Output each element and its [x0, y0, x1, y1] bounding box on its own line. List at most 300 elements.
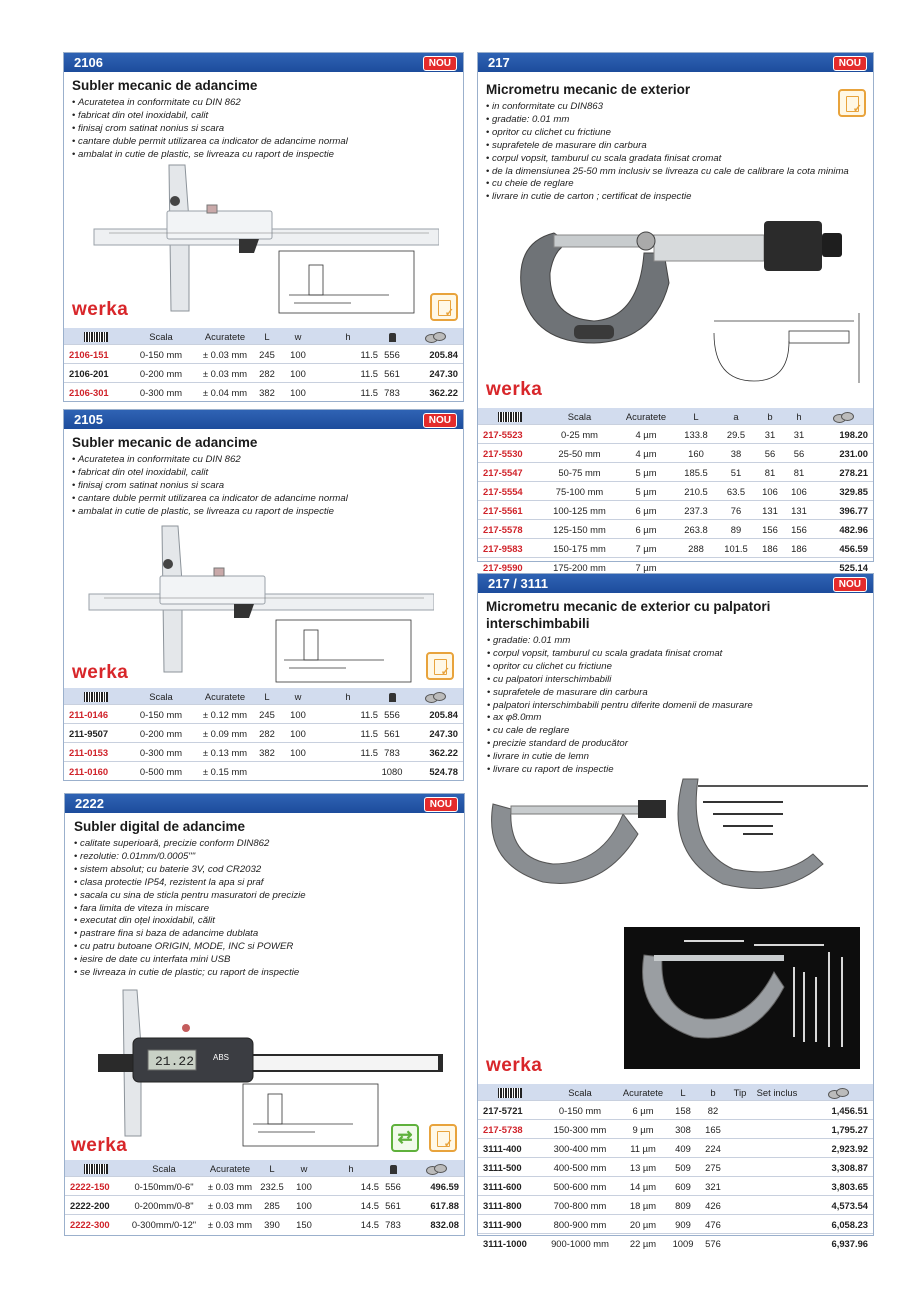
table-row[interactable]: [64, 724, 463, 743]
cell-scala: 0-300 mm: [128, 743, 194, 762]
product-code[interactable]: 3111-600: [478, 1177, 542, 1196]
product-title: Subler digital de adancime: [74, 819, 246, 834]
cell-acuratete: 4 µm: [617, 425, 675, 444]
cell-tip: [728, 1196, 752, 1215]
cell-scala: 500-600 mm: [542, 1177, 618, 1196]
table-row[interactable]: [64, 345, 463, 364]
col-acuratete: Acuratete: [618, 1084, 668, 1101]
cell-w: 100: [285, 1196, 323, 1215]
cell-acuratete: ± 0.09 mm: [194, 724, 256, 743]
product-code[interactable]: 217-5721: [478, 1101, 542, 1120]
cell-scala: 0-200mm/0-8": [127, 1196, 201, 1215]
cell-weight: 561: [378, 724, 406, 743]
cell-price: 482.96: [813, 520, 873, 539]
product-code[interactable]: 217-5523: [478, 425, 542, 444]
cell-acuratete: ± 0.03 mm: [194, 364, 256, 383]
cell-h: 14.5: [323, 1215, 379, 1234]
certificate-icon: [429, 1124, 457, 1152]
cell-acuratete: 6 µm: [617, 520, 675, 539]
cell-a: 101.5: [717, 539, 755, 558]
cell-weight: 561: [379, 1196, 407, 1215]
cell-scala: 300-400 mm: [542, 1139, 618, 1158]
cell-tip: [728, 1139, 752, 1158]
table-row[interactable]: [478, 520, 873, 539]
certificate-icon: [430, 293, 458, 321]
depth-gauge-image: [89, 161, 439, 331]
feature-list: [478, 635, 873, 777]
table-row[interactable]: [65, 1177, 464, 1196]
cell-l: 308: [668, 1120, 698, 1139]
new-badge: NOU: [423, 56, 457, 71]
col-h: h: [785, 408, 813, 425]
feature-item: • rezolutie: 0.01mm/0.0005"": [74, 851, 464, 864]
cell-l: 382: [256, 743, 278, 762]
cell-h: 11.5: [318, 743, 378, 762]
cell-l: 245: [256, 705, 278, 724]
cell-w: 100: [278, 724, 318, 743]
cell-b: 224: [698, 1139, 728, 1158]
table-row[interactable]: [64, 743, 463, 762]
cell-acuratete: ± 0.03 mm: [201, 1196, 259, 1215]
cell-scala: 0-25 mm: [542, 425, 617, 444]
cell-price: 2,923.92: [802, 1139, 873, 1158]
col-b: b: [698, 1084, 728, 1101]
cell-a: 63.5: [717, 482, 755, 501]
feature-item: • Acuratetea in conformitate cu DIN 862: [72, 454, 463, 467]
table-row[interactable]: [478, 1101, 873, 1120]
table-row[interactable]: [65, 1215, 464, 1234]
table-row[interactable]: [478, 1177, 873, 1196]
new-badge: NOU: [833, 56, 867, 71]
col-acuratete: Acuratete: [194, 328, 256, 345]
cell-l: 288: [675, 539, 717, 558]
table-row[interactable]: [478, 1158, 873, 1177]
barcode-icon: [84, 692, 108, 702]
feature-item: • gradatie: 0.01 mm: [486, 114, 873, 127]
barcode-icon: [84, 1164, 108, 1174]
col-h: h: [318, 688, 378, 705]
feature-item: • corpul vopsit, tamburul cu scala gradata finisat cromat: [487, 648, 873, 661]
product-code[interactable]: 3111-800: [478, 1196, 542, 1215]
product-title: Subler mecanic de adancime: [72, 78, 258, 93]
product-code[interactable]: 217-9590: [478, 558, 542, 577]
product-code[interactable]: 3111-400: [478, 1139, 542, 1158]
feature-list: [64, 454, 463, 519]
brand-logo: werka: [486, 379, 543, 400]
feature-item: • suprafetele de masurare din carbura: [487, 687, 873, 700]
price-icon: [425, 1164, 447, 1174]
cell-acuratete: 7 µm: [617, 558, 675, 577]
col-l: L: [675, 408, 717, 425]
cell-l: [256, 762, 278, 781]
feature-item: • cu cheie de reglare: [486, 178, 873, 191]
product-code[interactable]: 217-5547: [478, 463, 542, 482]
cell-tip: [728, 1215, 752, 1234]
col-acuratete: Acuratete: [201, 1160, 259, 1177]
product-code[interactable]: 211-0153: [64, 743, 128, 762]
cell-scala: 0-150 mm: [128, 345, 194, 364]
cell-b: 476: [698, 1215, 728, 1234]
cell-weight: 556: [379, 1177, 407, 1196]
cell-scala: 400-500 mm: [542, 1158, 618, 1177]
cell-acuratete: 6 µm: [617, 501, 675, 520]
cell-price: 362.22: [406, 743, 463, 762]
product-code[interactable]: 217-5561: [478, 501, 542, 520]
cell-price: 617.88: [407, 1196, 464, 1215]
cell-h: 106: [785, 482, 813, 501]
brand-logo: werka: [72, 299, 129, 320]
cell-price: 456.59: [813, 539, 873, 558]
cell-price: 3,308.87: [802, 1158, 873, 1177]
micrometer-set-box-image: [624, 927, 860, 1069]
cell-b: 275: [698, 1158, 728, 1177]
cell-acuratete: ± 0.03 mm: [201, 1177, 259, 1196]
cell-l: 263.8: [675, 520, 717, 539]
cell-h: 14.5: [323, 1196, 379, 1215]
product-table: [64, 328, 463, 401]
cell-l: 237.3: [675, 501, 717, 520]
cell-price: 1,795.27: [802, 1120, 873, 1139]
card-header: [478, 53, 873, 72]
cell-price: 205.84: [406, 345, 463, 364]
product-code[interactable]: 211-0160: [64, 762, 128, 781]
feature-item: • cantare duble permit utilizarea ca indicator de adancime normal: [72, 493, 463, 506]
feature-item: • opritor cu clichet cu frictiune: [487, 661, 873, 674]
table-row[interactable]: [478, 539, 873, 558]
cell-h: 31: [785, 425, 813, 444]
card-header: [64, 53, 463, 72]
cell-b: 156: [755, 520, 785, 539]
cell-scala: 0-150 mm: [542, 1101, 618, 1120]
cell-h: 56: [785, 444, 813, 463]
cell-b: 576: [698, 1234, 728, 1253]
col-b: b: [755, 408, 785, 425]
cell-scala: 700-800 mm: [542, 1196, 618, 1215]
col-h: h: [318, 328, 378, 345]
cell-price: 247.30: [406, 724, 463, 743]
cell-b: 82: [698, 1101, 728, 1120]
feature-item: • suprafetele de masurare din carbura: [486, 140, 873, 153]
col-w: w: [285, 1160, 323, 1177]
cell-price: 396.77: [813, 501, 873, 520]
cell-set-inclus: [752, 1177, 802, 1196]
cell-set-inclus: [752, 1158, 802, 1177]
cell-acuratete: 5 µm: [617, 463, 675, 482]
cell-acuratete: 11 µm: [618, 1139, 668, 1158]
abs-label: ABS: [213, 1053, 230, 1062]
product-card-217: [477, 52, 874, 573]
product-card-2105: [63, 409, 464, 781]
feature-item: • cu palpatori interschimbabili: [487, 674, 873, 687]
cell-scala: 800-900 mm: [542, 1215, 618, 1234]
cell-scala: 125-150 mm: [542, 520, 617, 539]
cell-scala: 0-150mm/0-6": [127, 1177, 201, 1196]
cell-l: 210.5: [675, 482, 717, 501]
cell-scala: 900-1000 mm: [542, 1234, 618, 1253]
cell-acuratete: 20 µm: [618, 1215, 668, 1234]
product-code[interactable]: 217-9583: [478, 539, 542, 558]
table-row[interactable]: [478, 1120, 873, 1139]
cell-price: 496.59: [407, 1177, 464, 1196]
cell-h: 11.5: [318, 705, 378, 724]
cell-weight: 1080: [378, 762, 406, 781]
cell-l: 909: [668, 1215, 698, 1234]
feature-item: • sacala cu sina de sticla pentru masuratori de precizie: [74, 890, 464, 903]
cell-acuratete: 13 µm: [618, 1158, 668, 1177]
certificate-icon: [838, 89, 866, 117]
cell-price: 6,937.96: [802, 1234, 873, 1253]
table-row[interactable]: [478, 1234, 873, 1253]
table-row[interactable]: [478, 482, 873, 501]
cell-price: 278.21: [813, 463, 873, 482]
cell-b: 106: [755, 482, 785, 501]
cell-w: 100: [278, 345, 318, 364]
price-icon: [832, 412, 854, 422]
cell-a: 29.5: [717, 425, 755, 444]
col-scala: Scala: [127, 1160, 201, 1177]
product-code[interactable]: 3111-500: [478, 1158, 542, 1177]
cell-h: 186: [785, 539, 813, 558]
product-table: [478, 408, 873, 576]
product-code[interactable]: 211-9507: [64, 724, 128, 743]
product-title: Subler mecanic de adancime: [72, 435, 258, 450]
cell-set-inclus: [752, 1196, 802, 1215]
feature-item: • ax φ8.0mm: [487, 712, 873, 725]
cell-weight: 783: [378, 743, 406, 762]
col-acuratete: Acuratete: [194, 688, 256, 705]
cell-acuratete: 22 µm: [618, 1234, 668, 1253]
cell-a: 76: [717, 501, 755, 520]
product-title: Micrometru mecanic de exterior: [486, 82, 691, 97]
cell-w: 150: [285, 1215, 323, 1234]
cell-price: 525.14: [813, 558, 873, 577]
cell-scala: 0-300mm/0-12": [127, 1215, 201, 1234]
feature-item: • corpul vopsit, tamburul cu scala gradata finisat cromat: [486, 153, 873, 166]
table-row[interactable]: [478, 501, 873, 520]
product-code[interactable]: 3111-1000: [478, 1234, 542, 1253]
product-code[interactable]: 2106-151: [64, 345, 128, 364]
col-a: a: [717, 408, 755, 425]
table-row[interactable]: [64, 383, 463, 402]
cell-scala: 175-200 mm: [542, 558, 617, 577]
price-icon: [827, 1088, 849, 1098]
price-icon: [424, 332, 446, 342]
feature-item: • livrare in cutie de lemn: [487, 751, 873, 764]
product-code[interactable]: 211-0146: [64, 705, 128, 724]
cell-b: 81: [755, 463, 785, 482]
feature-item: • clasa protectie IP54, rezistent la apa si praf: [74, 877, 464, 890]
product-table: [65, 1160, 464, 1233]
cell-h: 156: [785, 520, 813, 539]
weight-icon: [389, 693, 396, 702]
cell-l: 382: [256, 383, 278, 402]
cell-set-inclus: [752, 1101, 802, 1120]
cell-b: 186: [755, 539, 785, 558]
product-title: Micrometru mecanic de exterior cu palpatori interschimbabili: [486, 599, 771, 631]
cell-l: 282: [256, 364, 278, 383]
cell-price: 4,573.54: [802, 1196, 873, 1215]
cell-price: 247.30: [406, 364, 463, 383]
product-code: 2106: [74, 55, 103, 70]
cell-price: 1,456.51: [802, 1101, 873, 1120]
cell-tip: [728, 1101, 752, 1120]
cell-a: 51: [717, 463, 755, 482]
product-card-2106: [63, 52, 464, 402]
data-transfer-icon: ⇄: [391, 1124, 419, 1152]
cell-l: 509: [668, 1158, 698, 1177]
cell-scala: 0-200 mm: [128, 724, 194, 743]
interchangeable-micrometer-image: [483, 774, 873, 899]
cell-b: 56: [755, 444, 785, 463]
feature-list: [65, 838, 464, 980]
cell-scala: 150-175 mm: [542, 539, 617, 558]
product-code: 217: [488, 55, 510, 70]
product-code: 2222: [75, 796, 104, 811]
feature-item: • gradatie: 0.01 mm: [487, 635, 873, 648]
cell-w: 100: [278, 743, 318, 762]
product-code[interactable]: 217-5554: [478, 482, 542, 501]
cell-h: [318, 762, 378, 781]
col-set-inclus: Set inclus: [752, 1084, 802, 1101]
cell-acuratete: ± 0.13 mm: [194, 743, 256, 762]
col-h: h: [323, 1160, 379, 1177]
cell-l: 158: [668, 1101, 698, 1120]
cell-weight: 561: [378, 364, 406, 383]
product-code[interactable]: 2222-200: [65, 1196, 127, 1215]
cell-scala: 0-200 mm: [128, 364, 194, 383]
micrometer-image: [514, 213, 869, 388]
feature-item: • cu patru butoane ORIGIN, MODE, INC si POWER: [74, 941, 464, 954]
cell-price: 329.85: [813, 482, 873, 501]
feature-item: • palpatori interschimbabili pentru diferite domenii de masurare: [487, 700, 873, 713]
feature-item: • ambalat in cutie de plastic, se livreaza cu raport de inspectie: [72, 149, 463, 162]
cell-l: 1009: [668, 1234, 698, 1253]
product-code[interactable]: 217-5578: [478, 520, 542, 539]
col-l: L: [668, 1084, 698, 1101]
weight-icon: [390, 1165, 397, 1174]
cell-price: 205.84: [406, 705, 463, 724]
new-badge: NOU: [423, 413, 457, 428]
col-acuratete: Acuratete: [617, 408, 675, 425]
cell-w: 100: [278, 364, 318, 383]
feature-item: • sistem absolut; cu baterie 3V, cod CR2032: [74, 864, 464, 877]
cell-a: 89: [717, 520, 755, 539]
feature-item: • ambalat in cutie de plastic, se livreaza cu raport de inspectie: [72, 506, 463, 519]
table-row[interactable]: [478, 463, 873, 482]
cell-h: 11.5: [318, 364, 378, 383]
feature-item: • precizie standard de producător: [487, 738, 873, 751]
feature-item: • calitate superioară, precizie conform DIN862: [74, 838, 464, 851]
table-row[interactable]: [478, 1139, 873, 1158]
weight-icon: [389, 333, 396, 342]
cell-h: 81: [785, 463, 813, 482]
cell-h: 131: [785, 501, 813, 520]
table-row[interactable]: [65, 1196, 464, 1215]
feature-item: • fabricat din otel inoxidabil, calit: [72, 110, 463, 123]
product-code[interactable]: 217-5738: [478, 1120, 542, 1139]
col-scala: Scala: [542, 408, 617, 425]
cell-tip: [728, 1158, 752, 1177]
product-code[interactable]: 217-5530: [478, 444, 542, 463]
feature-item: • Acuratetea in conformitate cu DIN 862: [72, 97, 463, 110]
cell-b: 321: [698, 1177, 728, 1196]
cell-scala: 100-125 mm: [542, 501, 617, 520]
cell-b: 31: [755, 425, 785, 444]
col-w: w: [278, 328, 318, 345]
table-row[interactable]: [64, 705, 463, 724]
table-row[interactable]: [478, 425, 873, 444]
product-code: 217 / 3111: [488, 576, 549, 591]
feature-item: • cantare duble permit utilizarea ca indicator de adancime normal: [72, 136, 463, 149]
cell-scala: 75-100 mm: [542, 482, 617, 501]
product-code[interactable]: 2222-300: [65, 1215, 127, 1234]
cell-l: 133.8: [675, 425, 717, 444]
cell-l: 282: [256, 724, 278, 743]
certificate-icon: [426, 652, 454, 680]
product-code[interactable]: 2106-301: [64, 383, 128, 402]
col-scala: Scala: [128, 688, 194, 705]
cell-l: 609: [668, 1177, 698, 1196]
cell-l: 232.5: [259, 1177, 285, 1196]
cell-l: 245: [256, 345, 278, 364]
cell-l: 809: [668, 1196, 698, 1215]
feature-item: • finisaj crom satinat nonius si scara: [72, 123, 463, 136]
product-code[interactable]: 2222-150: [65, 1177, 127, 1196]
cell-h: 11.5: [318, 724, 378, 743]
cell-scala: 0-500 mm: [128, 762, 194, 781]
feature-item: • fara limita de viteza in miscare: [74, 903, 464, 916]
barcode-icon: [498, 412, 522, 422]
table-row[interactable]: [478, 1215, 873, 1234]
cell-weight: 783: [378, 383, 406, 402]
table-row[interactable]: [478, 1196, 873, 1215]
card-header: [64, 410, 463, 429]
cell-set-inclus: [752, 1139, 802, 1158]
product-code[interactable]: 2106-201: [64, 364, 128, 383]
table-row[interactable]: [478, 444, 873, 463]
cell-acuratete: 9 µm: [618, 1120, 668, 1139]
product-code[interactable]: 3111-900: [478, 1215, 542, 1234]
cell-l: 390: [259, 1215, 285, 1234]
cell-h: 11.5: [318, 345, 378, 364]
cell-set-inclus: [752, 1234, 802, 1253]
table-row[interactable]: [64, 364, 463, 383]
col-l: L: [259, 1160, 285, 1177]
feature-item: • se livreaza in cutie de plastic; cu raport de inspectie: [74, 967, 464, 980]
cell-w: 100: [278, 383, 318, 402]
col-l: L: [256, 328, 278, 345]
cell-acuratete: 5 µm: [617, 482, 675, 501]
feature-item: • opritor cu clichet cu frictiune: [486, 127, 873, 140]
product-card-2222: [64, 793, 465, 1236]
cell-l: 285: [259, 1196, 285, 1215]
new-badge: NOU: [833, 577, 867, 592]
cell-price: 231.00: [813, 444, 873, 463]
feature-item: • finisaj crom satinat nonius si scara: [72, 480, 463, 493]
col-l: L: [256, 688, 278, 705]
cell-acuratete: 4 µm: [617, 444, 675, 463]
cell-tip: [728, 1120, 752, 1139]
cell-weight: 556: [378, 705, 406, 724]
barcode-icon: [84, 332, 108, 342]
barcode-icon: [498, 1088, 522, 1098]
feature-item: • livrare in cutie de carton ; certificat de inspectie: [486, 191, 873, 204]
table-row[interactable]: [64, 762, 463, 781]
cell-l: 185.5: [675, 463, 717, 482]
feature-item: • iesire de date cu interfata mini USB: [74, 954, 464, 967]
cell-price: 3,803.65: [802, 1177, 873, 1196]
cell-tip: [728, 1177, 752, 1196]
